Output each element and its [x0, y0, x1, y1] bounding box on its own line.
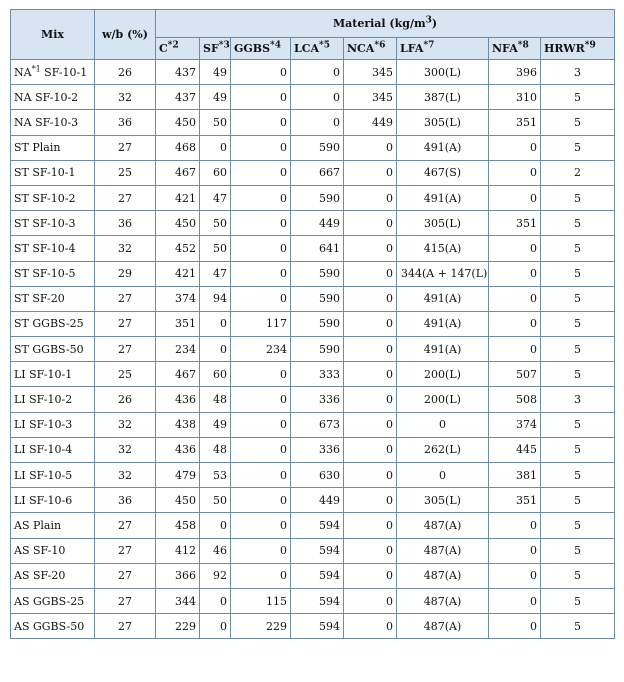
cell-sf: 0	[200, 614, 231, 639]
cell-mix	[11, 60, 95, 85]
cell-c: 452	[156, 236, 200, 261]
mix-proportion-table-container	[10, 9, 614, 639]
cell-c: 437	[156, 85, 200, 110]
cell-nca: 0	[344, 311, 397, 336]
table-row	[11, 614, 615, 639]
cell-sf: 0	[200, 135, 231, 160]
cell-lfa: 305(L)	[397, 110, 489, 135]
cell-wb: 32	[95, 236, 156, 261]
cell-nfa: 351	[489, 110, 541, 135]
cell-hrwr: 5	[541, 513, 615, 538]
cell-wb: 27	[95, 614, 156, 639]
cell-ggbs: 0	[231, 563, 291, 588]
cell-c: 436	[156, 437, 200, 462]
table-row	[11, 563, 615, 588]
table-row	[11, 160, 615, 185]
cell-lfa: 487(A)	[397, 538, 489, 563]
column-header-label: NCA	[347, 42, 375, 55]
cell-nfa: 445	[489, 437, 541, 462]
table-row	[11, 513, 615, 538]
cell-nca: 0	[344, 337, 397, 362]
column-header-nfa	[489, 38, 541, 60]
cell-wb: 25	[95, 362, 156, 387]
cell-lfa: 387(L)	[397, 85, 489, 110]
cell-hrwr: 2	[541, 160, 615, 185]
header-wb	[95, 10, 156, 60]
cell-lfa: 300(L)	[397, 60, 489, 85]
cell-sf: 60	[200, 362, 231, 387]
header-mix	[11, 10, 95, 60]
cell-lfa: 0	[397, 463, 489, 488]
cell-wb: 27	[95, 563, 156, 588]
cell-sf: 49	[200, 412, 231, 437]
table-row	[11, 437, 615, 462]
cell-mix: ST SF-10-5	[11, 261, 95, 286]
cell-ggbs: 0	[231, 513, 291, 538]
cell-sf: 50	[200, 236, 231, 261]
cell-nca: 0	[344, 488, 397, 513]
column-header-sf	[200, 38, 231, 60]
cell-lfa: 415(A)	[397, 236, 489, 261]
cell-lca: 630	[291, 463, 344, 488]
cell-c: 450	[156, 110, 200, 135]
cell-lfa: 467(S)	[397, 160, 489, 185]
cell-ggbs: 117	[231, 311, 291, 336]
cell-mix: LI SF-10-3	[11, 412, 95, 437]
cell-wb: 27	[95, 513, 156, 538]
column-header-footnote: *6	[374, 40, 386, 51]
cell-nca: 0	[344, 614, 397, 639]
cell-nfa: 0	[489, 160, 541, 185]
cell-nfa: 0	[489, 538, 541, 563]
cell-hrwr: 5	[541, 236, 615, 261]
cell-nca: 345	[344, 60, 397, 85]
cell-c: 467	[156, 362, 200, 387]
cell-lfa: 491(A)	[397, 185, 489, 210]
cell-mix: LI SF-10-2	[11, 387, 95, 412]
cell-lfa: 491(A)	[397, 286, 489, 311]
cell-hrwr: 5	[541, 286, 615, 311]
cell-nfa: 0	[489, 563, 541, 588]
cell-c: 421	[156, 185, 200, 210]
cell-ggbs: 0	[231, 85, 291, 110]
cell-mix: ST GGBS-25	[11, 311, 95, 336]
cell-c: 479	[156, 463, 200, 488]
cell-mix: ST SF-20	[11, 286, 95, 311]
cell-lca: 594	[291, 563, 344, 588]
cell-c: 344	[156, 588, 200, 613]
cell-lca: 594	[291, 513, 344, 538]
cell-nfa: 396	[489, 60, 541, 85]
cell-lca: 594	[291, 614, 344, 639]
cell-sf: 0	[200, 337, 231, 362]
cell-nca: 0	[344, 563, 397, 588]
cell-sf: 49	[200, 85, 231, 110]
cell-nca: 0	[344, 463, 397, 488]
header-material-close: )	[431, 17, 438, 30]
cell-nfa: 0	[489, 286, 541, 311]
cell-c: 467	[156, 160, 200, 185]
cell-mix: LI SF-10-4	[11, 437, 95, 462]
cell-wb: 29	[95, 261, 156, 286]
cell-nfa: 351	[489, 488, 541, 513]
cell-nca: 0	[344, 185, 397, 210]
table-row	[11, 387, 615, 412]
cell-ggbs: 0	[231, 236, 291, 261]
header-mix-label: Mix	[41, 28, 64, 41]
cell-lfa: 491(A)	[397, 337, 489, 362]
cell-nfa: 374	[489, 412, 541, 437]
mix-proportion-table	[10, 9, 615, 639]
cell-hrwr: 5	[541, 362, 615, 387]
cell-wb: 36	[95, 211, 156, 236]
cell-ggbs: 0	[231, 412, 291, 437]
table-row	[11, 85, 615, 110]
column-header-footnote: *8	[517, 40, 529, 51]
cell-lfa: 487(A)	[397, 513, 489, 538]
cell-sf: 0	[200, 588, 231, 613]
cell-lca: 0	[291, 110, 344, 135]
cell-wb: 26	[95, 60, 156, 85]
cell-nca: 0	[344, 211, 397, 236]
cell-wb: 32	[95, 85, 156, 110]
cell-c: 437	[156, 60, 200, 85]
cell-nca: 0	[344, 538, 397, 563]
cell-lfa: 487(A)	[397, 563, 489, 588]
cell-lca: 667	[291, 160, 344, 185]
cell-nfa: 0	[489, 337, 541, 362]
column-header-label: HRWR	[544, 42, 585, 55]
cell-lfa: 0	[397, 412, 489, 437]
cell-c: 412	[156, 538, 200, 563]
cell-mix: ST SF-10-4	[11, 236, 95, 261]
cell-ggbs: 0	[231, 261, 291, 286]
table-row	[11, 588, 615, 613]
cell-hrwr: 5	[541, 614, 615, 639]
table-body	[11, 60, 615, 639]
cell-mix: LI SF-10-5	[11, 463, 95, 488]
cell-nca: 0	[344, 588, 397, 613]
cell-nca: 0	[344, 513, 397, 538]
cell-wb: 27	[95, 286, 156, 311]
cell-hrwr: 5	[541, 110, 615, 135]
cell-nfa: 0	[489, 185, 541, 210]
table-row	[11, 261, 615, 286]
cell-lfa: 344(A + 147(L)	[397, 261, 489, 286]
cell-hrwr: 5	[541, 135, 615, 160]
cell-nca: 0	[344, 261, 397, 286]
cell-lca: 336	[291, 437, 344, 462]
cell-nfa: 351	[489, 211, 541, 236]
cell-hrwr: 3	[541, 387, 615, 412]
cell-lca: 590	[291, 337, 344, 362]
cell-sf: 50	[200, 110, 231, 135]
cell-ggbs: 0	[231, 538, 291, 563]
cell-ggbs: 0	[231, 110, 291, 135]
header-material	[156, 10, 615, 38]
cell-nca: 0	[344, 160, 397, 185]
cell-nfa: 310	[489, 85, 541, 110]
cell-lfa: 200(L)	[397, 362, 489, 387]
cell-nca: 449	[344, 110, 397, 135]
cell-lca: 0	[291, 85, 344, 110]
cell-lca: 336	[291, 387, 344, 412]
cell-wb: 27	[95, 588, 156, 613]
cell-lca: 0	[291, 60, 344, 85]
cell-ggbs: 115	[231, 588, 291, 613]
cell-lfa: 487(A)	[397, 588, 489, 613]
cell-lfa: 305(L)	[397, 211, 489, 236]
cell-nca: 0	[344, 362, 397, 387]
header-material-sup: 3	[425, 15, 432, 26]
table-row	[11, 463, 615, 488]
column-header-label: C	[159, 42, 168, 55]
cell-mix: AS SF-10	[11, 538, 95, 563]
column-header-footnote: *2	[167, 40, 179, 51]
cell-sf: 60	[200, 160, 231, 185]
cell-c: 366	[156, 563, 200, 588]
table-row	[11, 362, 615, 387]
cell-ggbs: 0	[231, 135, 291, 160]
cell-lfa: 305(L)	[397, 488, 489, 513]
table-row	[11, 488, 615, 513]
table-row	[11, 211, 615, 236]
cell-ggbs: 0	[231, 387, 291, 412]
column-header-lca	[291, 38, 344, 60]
cell-lca: 590	[291, 286, 344, 311]
cell-ggbs: 0	[231, 185, 291, 210]
cell-c: 351	[156, 311, 200, 336]
cell-sf: 50	[200, 211, 231, 236]
column-header-footnote: *7	[423, 40, 435, 51]
column-header-ggbs	[231, 38, 291, 60]
cell-ggbs: 229	[231, 614, 291, 639]
cell-mix: ST Plain	[11, 135, 95, 160]
cell-sf: 47	[200, 185, 231, 210]
column-header-c	[156, 38, 200, 60]
column-header-label: SF	[203, 42, 219, 55]
column-header-footnote: *9	[584, 40, 596, 51]
column-header-label: LCA	[294, 42, 320, 55]
table-row	[11, 337, 615, 362]
cell-c: 234	[156, 337, 200, 362]
cell-mix: NA SF-10-3	[11, 110, 95, 135]
table-row	[11, 286, 615, 311]
column-header-footnote: *4	[270, 40, 281, 51]
cell-ggbs: 0	[231, 160, 291, 185]
cell-lca: 594	[291, 588, 344, 613]
cell-nca: 0	[344, 387, 397, 412]
cell-mix-prefix: NA	[14, 65, 32, 79]
cell-nfa: 0	[489, 588, 541, 613]
cell-nfa: 0	[489, 135, 541, 160]
cell-wb: 27	[95, 337, 156, 362]
cell-mix: AS GGBS-25	[11, 588, 95, 613]
cell-hrwr: 3	[541, 60, 615, 85]
cell-mix: LI SF-10-1	[11, 362, 95, 387]
cell-ggbs: 0	[231, 437, 291, 462]
cell-ggbs: 0	[231, 362, 291, 387]
cell-lfa: 491(A)	[397, 311, 489, 336]
cell-hrwr: 5	[541, 185, 615, 210]
cell-c: 458	[156, 513, 200, 538]
cell-ggbs: 234	[231, 337, 291, 362]
cell-ggbs: 0	[231, 286, 291, 311]
cell-lca: 590	[291, 261, 344, 286]
cell-mix: ST SF-10-3	[11, 211, 95, 236]
cell-hrwr: 5	[541, 463, 615, 488]
cell-c: 450	[156, 488, 200, 513]
cell-nfa: 381	[489, 463, 541, 488]
cell-sf: 48	[200, 437, 231, 462]
column-header-hrwr	[541, 38, 615, 60]
cell-lca: 590	[291, 135, 344, 160]
header-wb-label: w/b (%)	[102, 28, 148, 41]
cell-wb: 32	[95, 412, 156, 437]
column-header-label: LFA	[400, 42, 424, 55]
cell-nca: 0	[344, 437, 397, 462]
column-header-label: GGBS	[234, 42, 271, 55]
cell-ggbs: 0	[231, 211, 291, 236]
cell-lca: 673	[291, 412, 344, 437]
cell-lca: 594	[291, 538, 344, 563]
cell-nfa: 508	[489, 387, 541, 412]
cell-c: 468	[156, 135, 200, 160]
cell-hrwr: 5	[541, 488, 615, 513]
cell-wb: 25	[95, 160, 156, 185]
cell-wb: 36	[95, 488, 156, 513]
cell-c: 421	[156, 261, 200, 286]
cell-sf: 0	[200, 311, 231, 336]
cell-mix: AS GGBS-50	[11, 614, 95, 639]
cell-nfa: 0	[489, 614, 541, 639]
table-row	[11, 60, 615, 85]
cell-sf: 47	[200, 261, 231, 286]
cell-c: 436	[156, 387, 200, 412]
cell-hrwr: 5	[541, 412, 615, 437]
cell-sf: 49	[200, 60, 231, 85]
cell-nfa: 507	[489, 362, 541, 387]
column-header-footnote: *3	[218, 40, 230, 51]
cell-mix: ST SF-10-2	[11, 185, 95, 210]
cell-sf: 50	[200, 488, 231, 513]
cell-nca: 0	[344, 412, 397, 437]
cell-lfa: 491(A)	[397, 135, 489, 160]
cell-lca: 641	[291, 236, 344, 261]
cell-lca: 590	[291, 185, 344, 210]
table-row	[11, 412, 615, 437]
table-row	[11, 311, 615, 336]
column-header-footnote: *5	[319, 40, 330, 51]
cell-sf: 53	[200, 463, 231, 488]
column-header-nca	[344, 38, 397, 60]
cell-wb: 27	[95, 185, 156, 210]
cell-mix-suffix: SF-10-1	[40, 65, 88, 79]
table-header	[11, 10, 615, 60]
cell-c: 374	[156, 286, 200, 311]
cell-nca: 0	[344, 236, 397, 261]
cell-hrwr: 5	[541, 337, 615, 362]
cell-lfa: 487(A)	[397, 614, 489, 639]
cell-lfa: 262(L)	[397, 437, 489, 462]
cell-hrwr: 5	[541, 563, 615, 588]
cell-mix-footnote: *1	[31, 63, 41, 73]
cell-nfa: 0	[489, 311, 541, 336]
cell-mix: ST SF-10-1	[11, 160, 95, 185]
cell-mix: AS SF-20	[11, 563, 95, 588]
cell-ggbs: 0	[231, 463, 291, 488]
cell-wb: 27	[95, 538, 156, 563]
cell-lca: 333	[291, 362, 344, 387]
cell-lca: 449	[291, 211, 344, 236]
cell-hrwr: 5	[541, 588, 615, 613]
cell-wb: 32	[95, 463, 156, 488]
cell-hrwr: 5	[541, 211, 615, 236]
cell-mix: LI SF-10-6	[11, 488, 95, 513]
table-row	[11, 110, 615, 135]
cell-hrwr: 5	[541, 85, 615, 110]
column-header-label: NFA	[492, 42, 518, 55]
cell-ggbs: 0	[231, 60, 291, 85]
cell-lca: 590	[291, 311, 344, 336]
table-row	[11, 236, 615, 261]
cell-lfa: 200(L)	[397, 387, 489, 412]
cell-nca: 0	[344, 135, 397, 160]
cell-wb: 26	[95, 387, 156, 412]
cell-ggbs: 0	[231, 488, 291, 513]
cell-nca: 345	[344, 85, 397, 110]
cell-nca: 0	[344, 286, 397, 311]
cell-lca: 449	[291, 488, 344, 513]
cell-wb: 36	[95, 110, 156, 135]
cell-c: 450	[156, 211, 200, 236]
cell-wb: 27	[95, 311, 156, 336]
header-material-label: Material (kg/m	[332, 17, 426, 30]
table-row	[11, 538, 615, 563]
cell-sf: 0	[200, 513, 231, 538]
cell-sf: 92	[200, 563, 231, 588]
cell-sf: 46	[200, 538, 231, 563]
cell-mix: ST GGBS-50	[11, 337, 95, 362]
cell-c: 438	[156, 412, 200, 437]
cell-c: 229	[156, 614, 200, 639]
cell-sf: 94	[200, 286, 231, 311]
cell-nfa: 0	[489, 261, 541, 286]
cell-hrwr: 5	[541, 538, 615, 563]
cell-wb: 32	[95, 437, 156, 462]
cell-mix: AS Plain	[11, 513, 95, 538]
cell-hrwr: 5	[541, 437, 615, 462]
cell-hrwr: 5	[541, 311, 615, 336]
cell-hrwr: 5	[541, 261, 615, 286]
cell-nfa: 0	[489, 236, 541, 261]
cell-mix: NA SF-10-2	[11, 85, 95, 110]
cell-sf: 48	[200, 387, 231, 412]
table-row	[11, 135, 615, 160]
table-row	[11, 185, 615, 210]
cell-nfa: 0	[489, 513, 541, 538]
cell-wb: 27	[95, 135, 156, 160]
column-header-lfa	[397, 38, 489, 60]
